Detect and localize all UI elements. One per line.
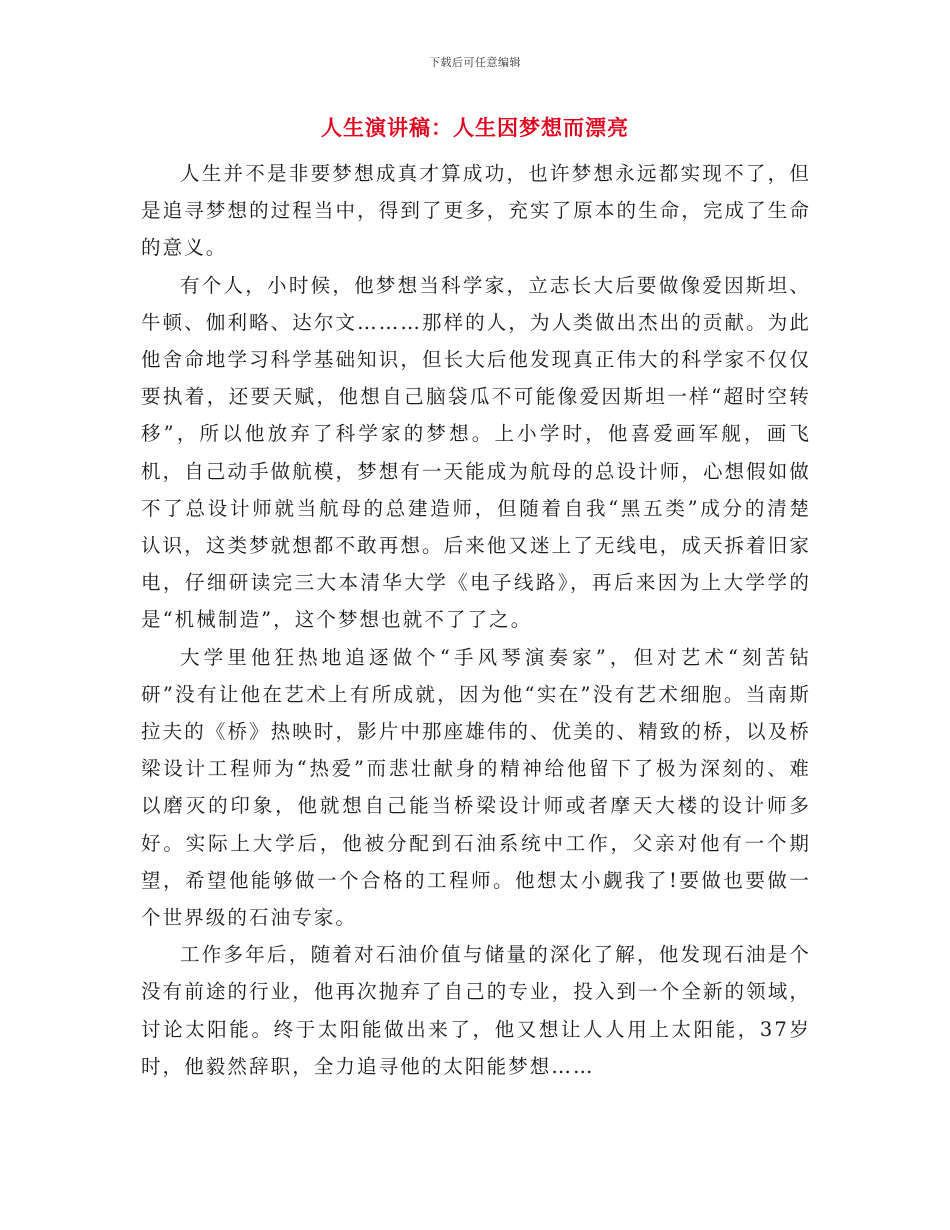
paragraph: 大学里他狂热地追逐做个“手风琴演奏家”，但对艺术“刻苦钻研”没有让他在艺术上有所成就，因为他“实在”没有艺术细胞。当南斯拉夫的《桥》热映时，影片中那座雄伟的、优美的、精致的桥，以及桥梁设计工程师为“热爱”而悲壮献身的精神给他留下了极为深刻的、难以磨灭的印象，他就想自己能当桥梁设计师或者摩天大楼的设计师多好。实际上大学后，他被分配到石油系统中工作，父亲对他有一个期望，希望他能够做一个合格的工程师。他想太小觑我了!要做也要做一个世界级的石油专家。 (141, 645, 811, 930)
document-title: 人生演讲稿：人生因梦想而漂亮 (321, 115, 629, 140)
paragraph: 有个人，小时候，他梦想当科学家，立志长大后要做像爱因斯坦、牛顿、伽利略、达尔文………那样的人，为人类做出杰出的贡献。为此他舍命地学习科学基础知识，但长大后他发现真正伟大的科学家不仅仅要执着，还要天赋，他想自己脑袋瓜不可能像爱因斯坦一样“超时空转移”，所以他放弃了科学家的梦想。上小学时，他喜爱画军舰，画飞机，自己动手做航模，梦想有一天能成为航母的总设计师，心想假如做不了总设计师就当航母的总建造师，但随着自我“黑五类”成分的清楚认识，这类梦就想都不敢再想。后来他又迷上了无线电，成天拆着旧家电，仔细研读完三大本清华大学《电子线路》，再后来因为上大学学的是“机械制造”，这个梦想也就不了了之。 (141, 273, 811, 632)
document-body (141, 155, 811, 1085)
paragraph: 工作多年后，随着对石油价值与储量的深化了解，他发现石油是个没有前途的行业，他再次抛弃了自己的专业，投入到一个全新的领域，讨论太阳能。终于太阳能做出来了，他又想让人人用上太阳能，37岁时，他毅然辞职，全力追寻他的太阳能梦想…… (141, 943, 811, 1078)
header-note: 下载后可任意编辑 (429, 56, 521, 69)
paragraph: 人生并不是非要梦想成真才算成功，也许梦想永远都实现不了，但是追寻梦想的过程当中，得到了更多，充实了原本的生命，完成了生命的意义。 (141, 162, 811, 260)
